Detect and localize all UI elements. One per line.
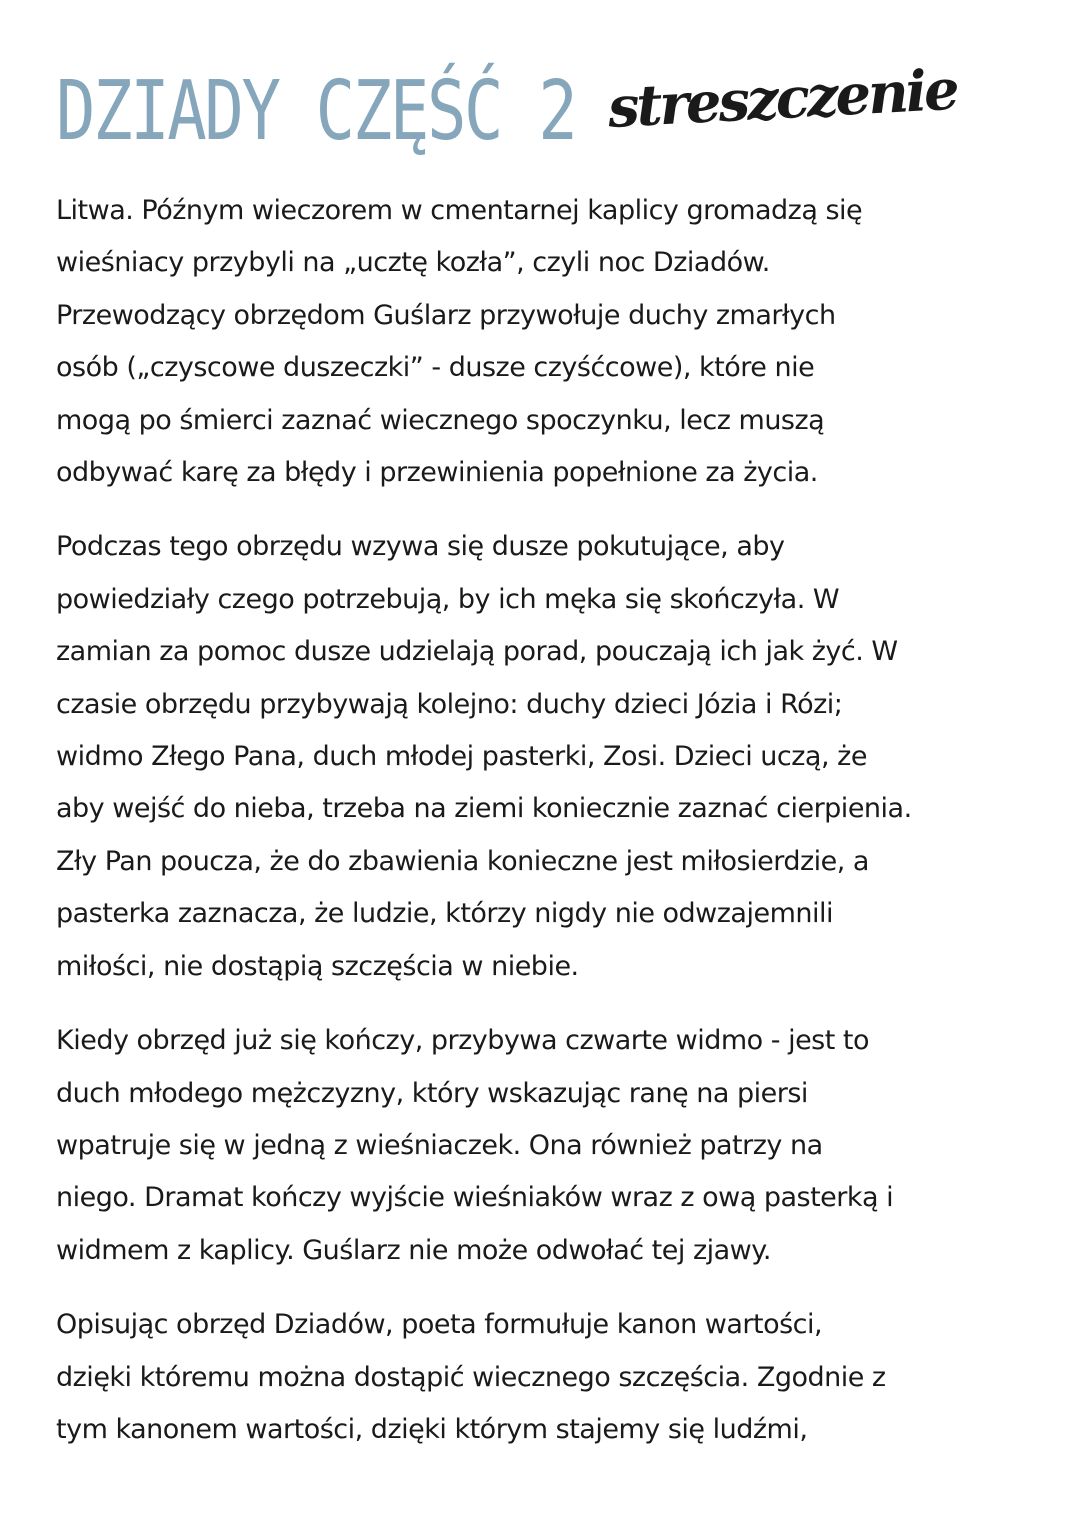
summary-text xyxy=(56,185,1031,1478)
text-line: widmo Złego Pana, duch młodej pasterki, Zosi. Dzieci uczą, że xyxy=(56,741,867,773)
text-line: mogą po śmierci zaznać wiecznego spoczynku, lecz muszą xyxy=(56,404,825,436)
text-line: odbywać karę za błędy i przewinienia popełnione za życia. xyxy=(56,457,818,489)
text-line: duch młodego mężczyzny, który wskazując ranę na piersi xyxy=(56,1077,808,1109)
text-line: aby wejść do nieba, trzeba na ziemi koniecznie zaznać cierpienia. xyxy=(56,793,912,825)
text-line: Przewodzący obrzędom Guślarz przywołuje duchy zmarłych xyxy=(56,299,836,331)
paragraph-1 xyxy=(56,185,1031,499)
title-row xyxy=(56,56,1036,172)
paragraph-4 xyxy=(56,1299,1031,1456)
text-line: widmem z kaplicy. Guślarz nie może odwołać tej zjawy. xyxy=(56,1234,771,1266)
text-line: osób („czyscowe duszeczki” - dusze czyśćcowe), które nie xyxy=(56,352,815,384)
text-line: niego. Dramat kończy wyjście wieśniaków wraz z ową pasterką i xyxy=(56,1182,894,1214)
text-line: Zły Pan poucza, że do zbawienia konieczne jest miłosierdzie, a xyxy=(56,845,869,877)
text-line: pasterka zaznacza, że ludzie, którzy nigdy nie odwzajemnili xyxy=(56,898,834,930)
text-line: zamian za pomoc dusze udzielają porad, pouczają ich jak żyć. W xyxy=(56,636,898,668)
text-line: wpatruje się w jedną z wieśniaczek. Ona również patrzy na xyxy=(56,1129,823,1161)
text-line: powiedziały czego potrzebują, by ich męka się skończyła. W xyxy=(56,583,840,615)
text-line: czasie obrzędu przybywają kolejno: duchy dzieci Józia i Rózi; xyxy=(56,688,843,720)
text-line: Litwa. Późnym wieczorem w cmentarnej kaplicy gromadzą się xyxy=(56,195,863,226)
text-line: Podczas tego obrzędu wzywa się dusze pokutujące, aby xyxy=(56,531,785,563)
text-line: miłości, nie dostąpią szczęścia w niebie. xyxy=(56,950,579,982)
text-line: dzięki któremu można dostąpić wiecznego szczęścia. Zgodnie z xyxy=(56,1361,886,1393)
page-title: DZIADY CZĘŚĆ 2 xyxy=(56,64,576,159)
page-subtitle: streszczenie xyxy=(606,56,959,141)
paragraph-3 xyxy=(56,1015,1031,1277)
text-line: Opisując obrzęd Dziadów, poeta formułuje kanon wartości, xyxy=(56,1309,823,1341)
text-line: Kiedy obrzęd już się kończy, przybywa czwarte widmo - jest to xyxy=(56,1025,870,1057)
paragraph-2 xyxy=(56,521,1031,993)
text-line: wieśniacy przybyli na „ucztę kozła”, czyli noc Dziadów. xyxy=(56,247,770,279)
text-line: tym kanonem wartości, dzięki którym stajemy się ludźmi, xyxy=(56,1413,808,1445)
